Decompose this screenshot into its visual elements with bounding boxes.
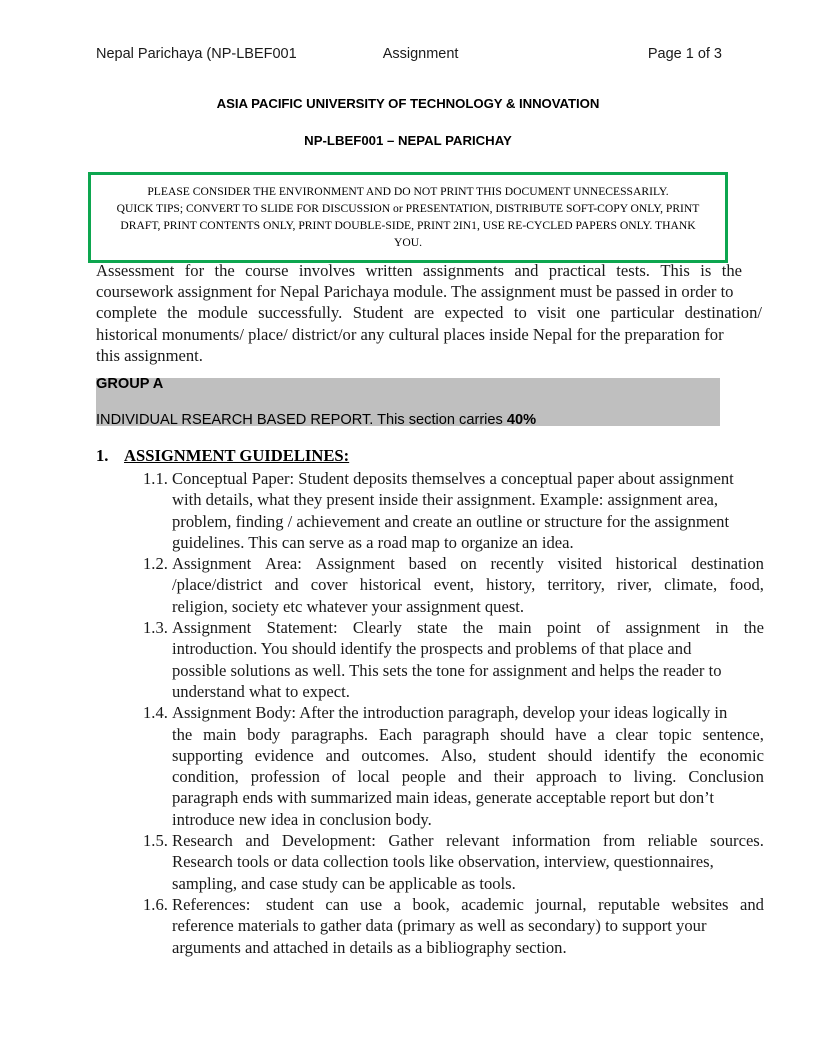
guideline-item-line [172, 766, 764, 787]
guideline-word: outcomes. [361, 745, 430, 765]
guideline-word: the [462, 618, 484, 638]
eco-notice-line-3: DRAFT, PRINT CONTENTS ONLY, PRINT DOUBLE-SIDE, PRINT 2IN1, USE RE-CYCLED PAPERS ONLY. THANK [120, 219, 696, 232]
guideline-item-line: arguments and attached in details as a bibliography section. [172, 937, 567, 957]
intro-line-3 [96, 302, 762, 323]
guideline-word: destination [691, 554, 764, 574]
intro-line-5: this assignment. [96, 345, 203, 365]
guideline-word: paragraphs. [291, 724, 369, 744]
guideline-word: on [460, 554, 477, 574]
intro-word: Assessment [96, 261, 175, 280]
guideline-word: Statement: [266, 618, 338, 638]
guideline-item-line: paragraph ends with summarized main ideas, generate acceptable report but don’t [172, 788, 715, 808]
guideline-item-line: introduction. You should identify the prospects and problems of that place and [172, 639, 692, 659]
intro-word: complete [96, 303, 157, 323]
guideline-item [143, 553, 764, 617]
guideline-item-text [172, 468, 764, 553]
guideline-word: main [203, 724, 237, 744]
guideline-word: reputable [598, 894, 660, 914]
guideline-item-line [172, 574, 764, 595]
group-a-weighting: 40% [506, 412, 537, 428]
intro-word: practical [548, 261, 606, 280]
guideline-word: Assignment [172, 618, 252, 638]
guideline-item-text [172, 553, 764, 617]
intro-word: expected [444, 303, 504, 323]
intro-word: the [214, 261, 235, 280]
guideline-word: Assignment [315, 554, 395, 574]
guideline-word: paragraph [422, 724, 490, 744]
institution-title: ASIA PACIFIC UNIVERSITY OF TECHNOLOGY & INNOVATION [216, 96, 600, 111]
guideline-word: and [457, 767, 482, 787]
guideline-word: sentence, [702, 724, 764, 744]
guideline-word: Research [172, 831, 233, 851]
group-a-description-text: INDIVIDUAL RSEARCH BASED REPORT. This section carries [96, 412, 507, 428]
guideline-word: to [608, 767, 622, 787]
intro-line-2: coursework assignment for Nepal Parichaya module. The assignment must be passed in order to [96, 282, 734, 302]
guideline-word: and [739, 894, 764, 914]
guideline-word: food, [729, 575, 764, 595]
guideline-word: of [331, 767, 346, 787]
intro-word: destination/ [684, 303, 762, 323]
intro-word: are [413, 303, 435, 323]
guideline-item [143, 468, 764, 553]
guideline-word: living. [633, 767, 677, 787]
guideline-word: recently [490, 554, 544, 574]
guideline-item-line: religion, society etc whatever your assignment quest. [172, 596, 525, 616]
guideline-word: book, [412, 894, 450, 914]
eco-notice-line-1: PLEASE CONSIDER THE ENVIRONMENT AND DO NOT PRINT THIS DOCUMENT UNNECESSARILY. [147, 185, 669, 198]
guideline-item-number: 1.1. [143, 469, 168, 488]
guideline-word: References: [172, 894, 251, 914]
intro-word: the [721, 261, 742, 280]
guideline-word: cover [310, 575, 348, 595]
guideline-word: main [498, 618, 532, 638]
guideline-item-line: guidelines. This can serve as a road map to organize an idea. [172, 532, 574, 552]
guideline-item-number: 1.3. [143, 618, 168, 638]
guideline-word: websites [671, 894, 729, 914]
guideline-item-line: Assignment Body: After the introduction paragraph, develop your ideas logically in [172, 703, 728, 723]
guideline-word: local [357, 767, 390, 787]
intro-line-4: historical monuments/ place/ district/or any cultural places inside Nepal for the preparation for [96, 324, 724, 344]
intro-word: successfully. [258, 303, 343, 323]
guideline-word: of [596, 618, 611, 638]
guideline-word: historical [615, 554, 678, 574]
intro-word: written [365, 261, 413, 280]
intro-word: course [245, 261, 289, 280]
guideline-word: information [512, 831, 591, 851]
intro-word: and [514, 261, 539, 280]
assignment-guidelines-list [143, 468, 764, 958]
guideline-word: should [500, 724, 545, 744]
guideline-word: based [408, 554, 447, 574]
guideline-word: historical [359, 575, 422, 595]
guideline-word: Conclusion [688, 767, 764, 787]
section-title: ASSIGNMENT GUIDELINES: [124, 446, 350, 465]
guideline-word: identify [603, 745, 656, 765]
guideline-word: evidence [254, 745, 314, 765]
intro-word: one [576, 303, 601, 323]
eco-notice-line-4: YOU. [393, 236, 423, 249]
intro-word: Student [352, 303, 404, 323]
guideline-word: /place/district [172, 575, 263, 595]
header-page-number: Page 1 of 3 [647, 46, 722, 62]
guideline-item-line: Research tools or data collection tools like observation, interview, questionnaires, [172, 852, 714, 872]
guideline-item-line: understand what to expect. [172, 681, 350, 701]
guideline-item-line: with details, what they present inside their assignment. Example: assignment area, [172, 490, 719, 510]
guideline-word: Each [378, 724, 413, 744]
guideline-word: sources. [710, 831, 764, 851]
guideline-word: student [488, 745, 537, 765]
guideline-word: condition, [172, 767, 239, 787]
guideline-item-line: problem, finding / achievement and create an outline or structure for the assignment [172, 511, 730, 531]
guideline-item [143, 702, 764, 830]
guideline-item-text [172, 617, 764, 702]
intro-word: This [660, 261, 690, 280]
guideline-word: reliable [647, 831, 698, 851]
guideline-word: approach [536, 767, 597, 787]
guideline-word: point [546, 618, 582, 638]
guideline-word: the [743, 618, 764, 638]
guideline-word: the [667, 745, 688, 765]
guideline-word: state [417, 618, 448, 638]
guideline-word: a [393, 894, 401, 914]
guideline-item-line [172, 617, 764, 638]
intro-word: particular [610, 303, 675, 323]
intro-line-1 [96, 260, 742, 281]
guideline-word: river, [617, 575, 652, 595]
document-header [96, 46, 722, 68]
guideline-word: clear [615, 724, 648, 744]
guideline-word: Assignment [172, 554, 252, 574]
intro-word: tests. [616, 261, 650, 280]
guideline-word: a [597, 724, 605, 744]
guideline-item [143, 617, 764, 702]
guideline-item-line [172, 830, 764, 851]
guideline-word: people [401, 767, 446, 787]
guideline-item-text [172, 702, 764, 830]
guideline-word: assignment [625, 618, 701, 638]
guideline-word: have [555, 724, 587, 744]
guideline-item-line: Conceptual Paper: Student deposits themselves a conceptual paper about assignment [172, 469, 734, 488]
section-heading [96, 446, 349, 466]
intro-word: involves [298, 261, 356, 280]
intro-word: the [167, 303, 188, 323]
group-a-label: GROUP A [96, 376, 164, 392]
guideline-item-number: 1.5. [143, 831, 168, 851]
intro-word: for [184, 261, 205, 280]
guideline-word: should [547, 745, 593, 765]
intro-word: module [197, 303, 248, 323]
guideline-word: history, [486, 575, 536, 595]
guideline-word: topic [658, 724, 692, 744]
guideline-item-line: introduce new idea in conclusion body. [172, 809, 432, 829]
guideline-item-number: 1.4. [143, 703, 168, 723]
guideline-word: economic [699, 745, 764, 765]
guideline-item-text [172, 830, 764, 894]
header-module-name: Nepal Parichaya (NP-LBEF001 [96, 46, 297, 62]
guideline-item-line: reference materials to gather data (primary as well as secondary) to support your [172, 916, 707, 936]
guideline-item-line [172, 553, 764, 574]
guideline-word: the [172, 724, 193, 744]
intro-word: is [700, 261, 712, 280]
intro-word: visit [537, 303, 566, 323]
intro-word: assignments [422, 261, 505, 280]
module-title: NP-LBEF001 – NEPAL PARICHAY [304, 133, 512, 148]
guideline-word: academic [461, 894, 524, 914]
guideline-word: journal, [535, 894, 587, 914]
guideline-item-line [172, 724, 764, 745]
guideline-word: Development: [281, 831, 376, 851]
guideline-word: and [325, 745, 350, 765]
guideline-word: supporting [172, 745, 243, 765]
guideline-item-line [172, 745, 764, 766]
environmental-notice-box [88, 172, 728, 263]
guideline-word: profession [250, 767, 320, 787]
guideline-word: their [493, 767, 525, 787]
guideline-word: territory, [547, 575, 605, 595]
guideline-word: and [245, 831, 270, 851]
guideline-word: visited [557, 554, 602, 574]
guideline-word: can [325, 894, 349, 914]
guideline-word: climate, [664, 575, 718, 595]
eco-notice-line-2: QUICK TIPS; CONVERT TO SLIDE FOR DISCUSSION or PRESENTATION, DISTRIBUTE SOFT-COPY ONLY, PRINT [116, 202, 700, 215]
guideline-word: student [261, 894, 314, 914]
guideline-word: Clearly [352, 618, 402, 638]
group-a-description [96, 412, 536, 428]
guideline-item-text [172, 894, 764, 958]
section-number: 1. [96, 446, 109, 465]
intro-paragraph [96, 260, 764, 366]
guideline-word: and [274, 575, 299, 595]
guideline-word: Gather [388, 831, 434, 851]
guideline-word: event, [433, 575, 474, 595]
guideline-item [143, 894, 764, 958]
guideline-item-line [172, 894, 764, 915]
intro-word: to [513, 303, 527, 323]
guideline-word: Also, [440, 745, 477, 765]
guideline-item-line: sampling, and case study can be applicable as tools. [172, 873, 516, 893]
guideline-item-number: 1.2. [143, 554, 168, 574]
guideline-item-line: possible solutions as well. This sets the tone for assignment and helps the reader to [172, 660, 722, 680]
guideline-item [143, 830, 764, 894]
guideline-word: relevant [446, 831, 500, 851]
guideline-word: body [247, 724, 281, 744]
guideline-item-number: 1.6. [143, 894, 168, 914]
guideline-word: from [602, 831, 636, 851]
guideline-word: in [715, 618, 729, 638]
guideline-word: use [359, 894, 383, 914]
guideline-word: Area: [265, 554, 302, 574]
header-document-type: Assignment [382, 46, 459, 62]
